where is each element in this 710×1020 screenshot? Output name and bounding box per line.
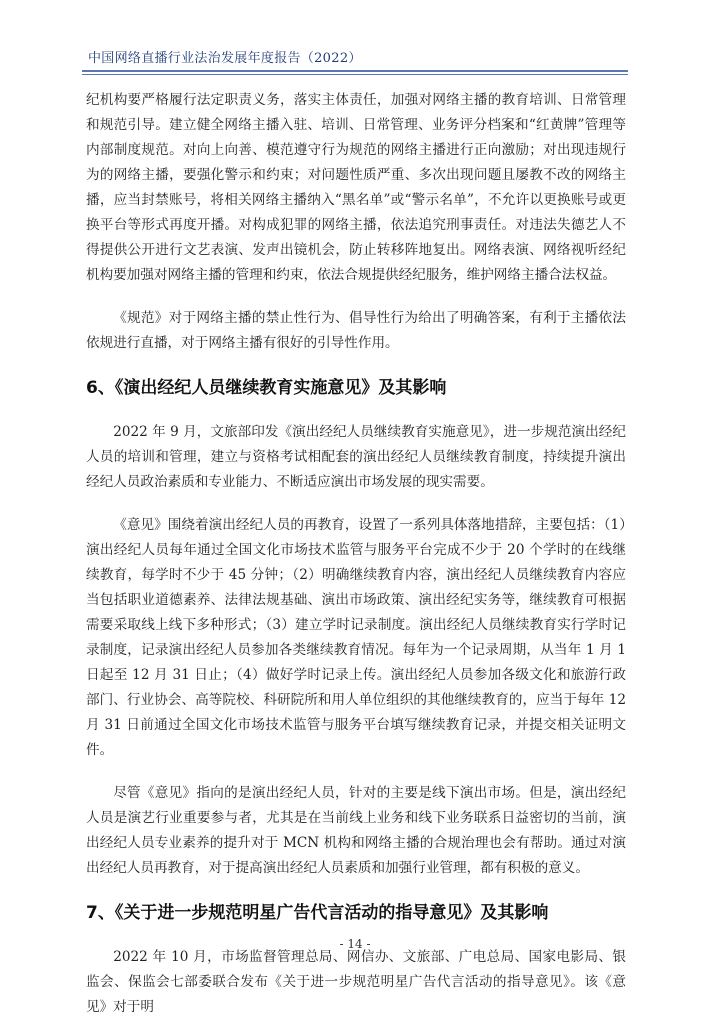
paragraph: 《意见》围绕着演出经纪人员的再教育，设置了一系列具体落地措辞，主要包括：（1）演出经纪人员每年通过全国文化市场技术监管与服务平台完成不少于 20 个学时的在线继续教育，每学时不少于 45 分钟；（2）明确继续教育内容，演出经纪人员继续教育内容应当包括职业道德素养、法律法规基础、演出市场政策、演出经纪实务等，继续教育可根据需要采取线上线下多种形式；（3）建立学时记录制度。演出经纪人员继续教育实行学时记录制度，记录演出经纪人员参加各类继续教育情况。每年为一个记录周期，从当年 1 月 1 日起至 12 月 31 日止；（4）做好学时记录上传。演出经纪人员参加各级文化和旅游行政部门、行业协会、高等院校、科研院所和用人单位组织的其他继续教育的，应当于每年 12 月 31 日前通过全国文化市场技术监管与服务平台填写继续教育记录，并提交相关证明文件。 — [86, 517, 626, 758]
header-rule-thin — [82, 74, 628, 75]
report-header-title: 中国网络直播行业法治发展年度报告（2022） — [88, 51, 362, 66]
header-rule — [82, 70, 628, 72]
page-body — [86, 88, 626, 1020]
paragraph: 纪机构要严格履行法定职责义务，落实主体责任，加强对网络主播的教育培训、日常管理和规范引导。建立健全网络主播入驻、培训、日常管理、业务评分档案和“红黄牌”管理等内部制度规范。对向上向善、模范遵守行为规范的网络主播进行正向激励；对出现违规行为的网络主播，要强化警示和约束；对问题性质严重、多次出现问题且屡教不改的网络主播，应当封禁账号，将相关网络主播纳入“黑名单”或“警示名单”，不允许以更换账号或更换平台等形式再度开播。对构成犯罪的网络主播，依法追究刑事责任。对违法失德艺人不得提供公开进行文艺表演、发声出镜机会，防止转移阵地复出。网络表演、网络视听经纪机构要加强对网络主播的管理和约束，依法合规提供经纪服务，维护网络主播合法权益。 — [86, 92, 626, 283]
paragraph: 2022 年 10 月，市场监督管理总局、网信办、文旅部、广电总局、国家电影局、银监会、保监会七部委联合发布《关于进一步规范明星广告代言活动的指导意见》。该《意见》对于明 — [86, 949, 626, 1015]
paragraph: 尽管《意见》指向的是演出经纪人员，针对的主要是线下演出市场。但是，演出经纪人员是演艺行业重要参与者，尤其是在当前线上业务和线下业务联系日益密切的当前，演出经纪人员专业素养的提升对于 MCN 机构和网络主播的合规治理也会有帮助。通过对演出经纪人员再教育，对于提高演出经纪人员素质和加强行业管理，都有积极的意义。 — [86, 785, 626, 876]
section-6-heading: 6、《演出经纪人员继续教育实施意见》及其影响 — [86, 378, 447, 398]
section-7-heading: 7、《关于进一步规范明星广告代言活动的指导意见》及其影响 — [86, 903, 549, 923]
paragraph: 《规范》对于网络主播的禁止性行为、倡导性行为给出了明确答案，有利于主播依法依规进行直播，对于网络主播有很好的引导性作用。 — [86, 310, 626, 351]
page-number: - 14 - — [339, 937, 371, 951]
paragraph: 2022 年 9 月，文旅部印发《演出经纪人员继续教育实施意见》，进一步规范演出经纪人员的培训和管理，建立与资格考试相配套的演出经纪人员继续教育制度，持续提升演出经纪人员政治素质和专业能力、不断适应演出市场发展的现实需要。 — [86, 424, 626, 490]
